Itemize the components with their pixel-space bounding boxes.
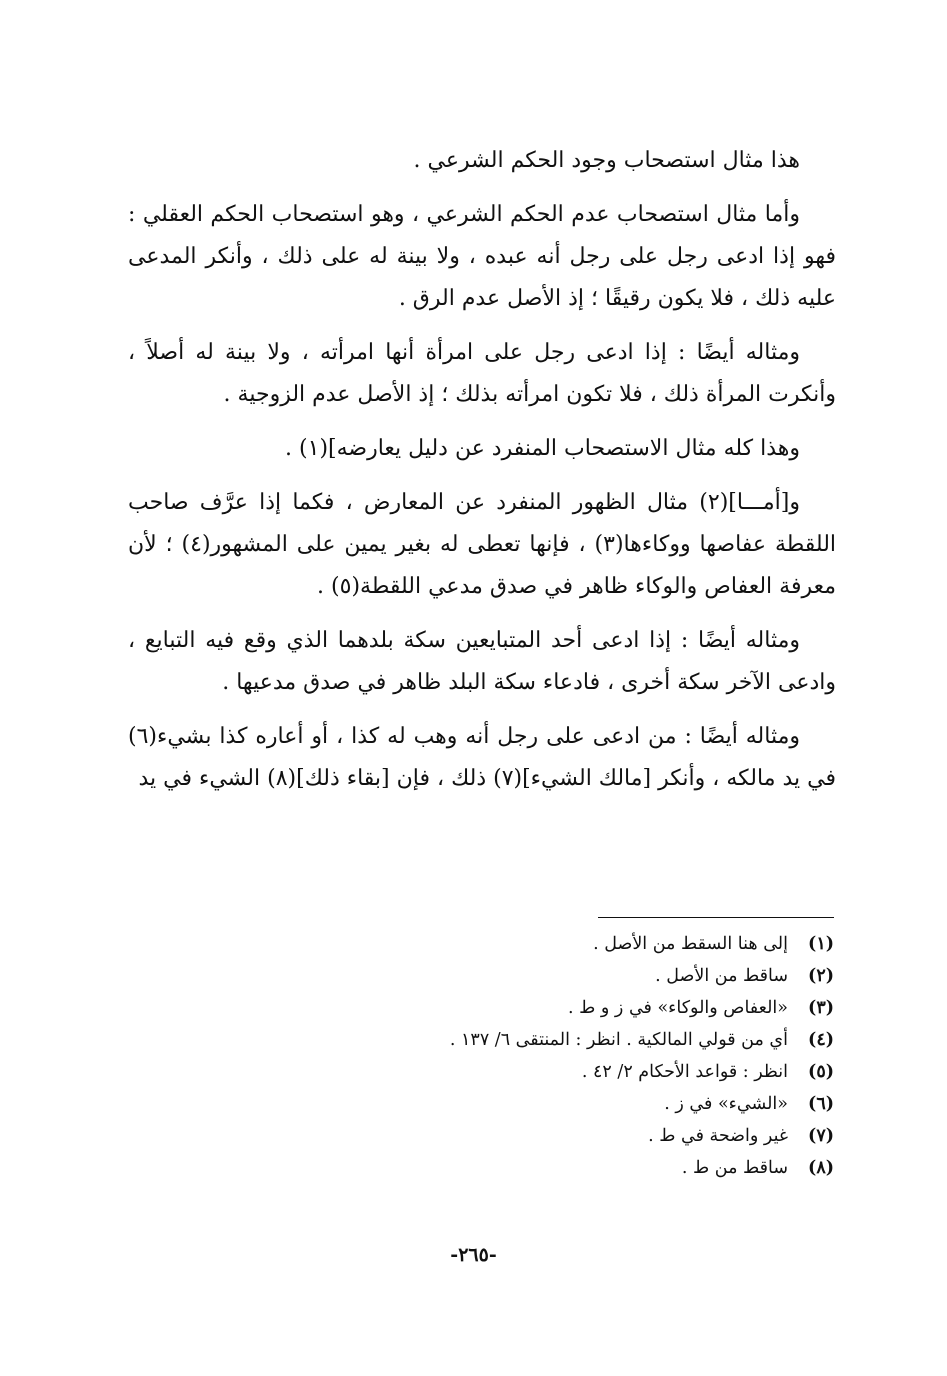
footnote	[128, 928, 836, 960]
main-text	[128, 140, 836, 812]
footnote	[128, 1024, 836, 1056]
paragraph: و[أمـــا](٢) مثال الظهور المنفرد عن المعارض ، فكما إذا عرَّف صاحب اللقطة عفاصها ووكاءها(٣) ، فإنها تعطى له بغير يمين على المشهور(٤) ؛ لأن معرفة العفاص والوكاء ظاهر في صدق مدعي اللقطة(٥) .	[128, 490, 837, 599]
footnote	[128, 992, 836, 1024]
footnote-text: غير واضحة في ط .	[648, 1126, 788, 1146]
paragraph: هذا مثال استصحاب وجود الحكم الشرعي .	[413, 148, 800, 173]
paragraph: ومثاله أيضًا : إذا ادعى أحد المتبايعين سكة بلدهما الذي وقع فيه التبايع ، وادعى الآخر سكة أخرى ، فادعاء سكة البلد ظاهر في صدق مدعيها .	[128, 628, 836, 695]
footnote-number: (١)	[808, 934, 834, 954]
footnote-text: ساقط من ط .	[681, 1158, 788, 1178]
footnote-text: «الشيء» في ز .	[664, 1094, 788, 1114]
paragraph: وهذا كله مثال الاستصحاب المنفرد عن دليل يعارضه](١) .	[285, 436, 800, 461]
footnote-separator	[598, 917, 834, 918]
footnote-number: (٦)	[808, 1094, 834, 1114]
footnote-number: (٤)	[808, 1030, 834, 1050]
footnote	[128, 1088, 836, 1120]
footnote-number: (٨)	[808, 1158, 834, 1178]
footnote-number: (٥)	[808, 1062, 834, 1082]
footnote	[128, 1056, 836, 1088]
footnotes-list	[128, 928, 836, 1184]
footnote-number: (٧)	[808, 1126, 834, 1146]
footnote-text: انظر : قواعد الأحكام ٢/ ٤٢ .	[581, 1062, 788, 1082]
paragraph: ومثاله أيضًا : من ادعى على رجل أنه وهب له كذا ، أو أعاره كذا بشيء(٦) في يد مالكه ، وأنكر [مالك الشيء](٧) ذلك ، فإن [بقاء ذلك](٨) الشيء في يد	[128, 724, 836, 791]
footnote-text: «العفاص والوكاء» في ز و ط .	[568, 998, 788, 1018]
footnote-text: إلى هنا السقط من الأصل .	[593, 934, 788, 954]
footnote	[128, 1120, 836, 1152]
paragraph: ومثاله أيضًا : إذا ادعى رجل على امرأة أنها امرأته ، ولا بينة له أصلاً ، وأنكرت المرأة ذلك ، فلا تكون امرأته بذلك ؛ إذ الأصل عدم الزوجية .	[128, 340, 836, 407]
footnote-number: (٣)	[808, 998, 834, 1018]
paragraph: وأما مثال استصحاب عدم الحكم الشرعي ، وهو استصحاب الحكم العقلي : فهو إذا ادعى رجل على رجل أنه عبده ، ولا بينة له على ذلك ، وأنكر المدعى عليه ذلك ، فلا يكون رقيقًا ؛ إذ الأصل عدم الرق .	[128, 202, 836, 311]
page-number: -٢٦٥-	[450, 1244, 497, 1266]
footnote-text: ساقط من الأصل .	[655, 966, 788, 986]
footnote	[128, 960, 836, 992]
footnote-number: (٢)	[808, 966, 834, 986]
footnote	[128, 1152, 836, 1184]
footnote-text: أي من قولي المالكية . انظر : المنتقى ٦/ ١٣٧ .	[449, 1030, 788, 1050]
